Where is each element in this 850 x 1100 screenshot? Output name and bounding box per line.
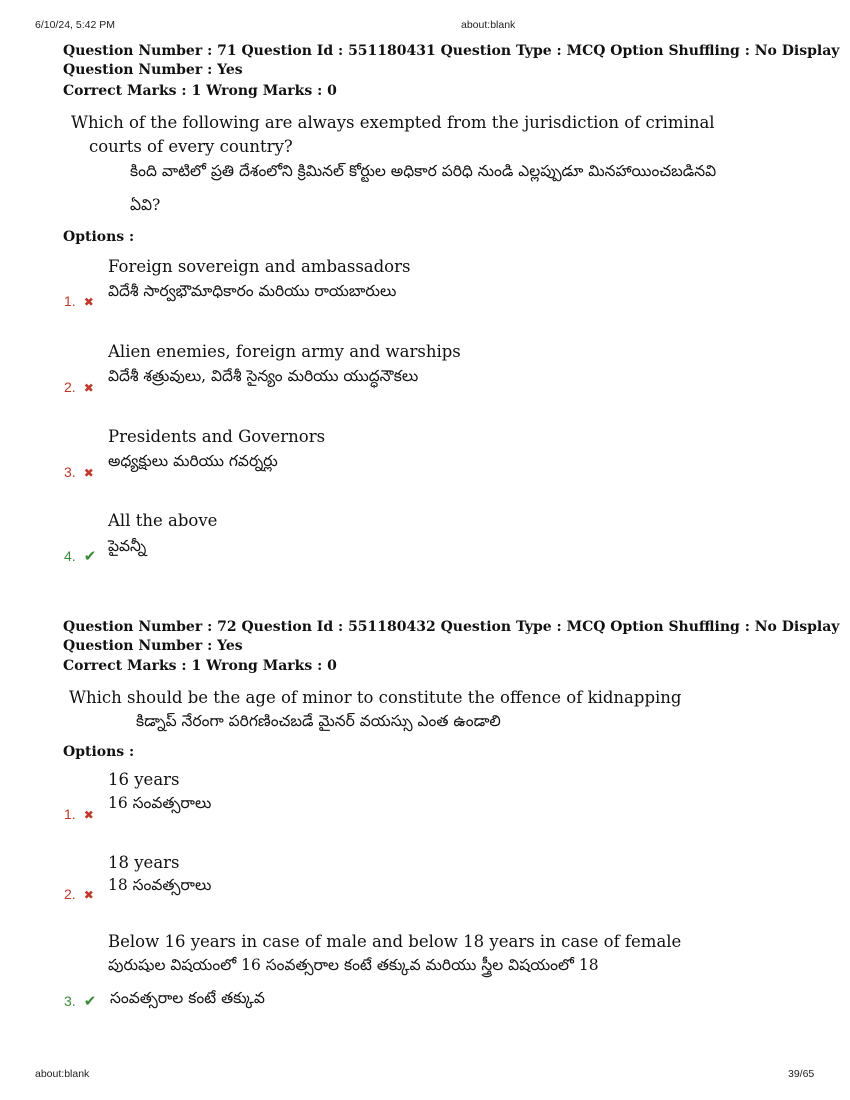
question-meta-line2: Question Number : Yes: [63, 638, 243, 654]
cross-icon: ✖: [83, 888, 94, 902]
option-text-te: విదేశీ శత్రువులు, విదేశీ సైన్యం మరియు యుద్ధనౌకలు: [108, 367, 419, 385]
option-marker: [64, 886, 94, 902]
print-title: about:blank: [461, 19, 516, 31]
question-text-te: కింది వాటిలో ప్రతి దేశంలోని క్రిమినల్ కోర్టుల అధికార పరిధి నుండి ఎల్లప్పుడూ మినహాయించబడినవి: [130, 162, 717, 180]
option-number: 1.: [64, 293, 76, 309]
options-label: Options :: [63, 744, 135, 760]
option-text-en: Foreign sovereign and ambassadors: [108, 257, 411, 276]
question-text-te: కిడ్నాప్ నేరంగా పరిగణించబడే మైనర్ వయస్సు ఎంత ఉండాలి: [136, 712, 501, 730]
question-marks: Correct Marks : 1 Wrong Marks : 0: [63, 658, 337, 674]
option-text-te: పురుషుల విషయంలో 16 సంవత్సరాల కంటే తక్కువ మరియు స్త్రీల విషయంలో 18: [108, 956, 599, 974]
option-text-en: All the above: [108, 511, 218, 530]
option-text-en: Below 16 years in case of male and below 18 years in case of female: [108, 932, 682, 951]
option-marker: [64, 464, 94, 480]
option-number: 1.: [64, 806, 76, 822]
option-text-te: పైవన్నీ: [108, 537, 147, 555]
option-text-te: 18 సంవత్సరాలు: [108, 876, 212, 894]
option-number: 2.: [64, 886, 76, 902]
cross-icon: ✖: [83, 466, 94, 480]
option-text-te-cont: సంవత్సరాల కంటే తక్కువ: [110, 989, 265, 1007]
check-icon: ✔: [83, 548, 97, 565]
option-marker: [64, 379, 94, 395]
option-number: 3.: [64, 993, 76, 1009]
option-marker: [64, 293, 94, 309]
option-text-te: అధ్యక్షులు మరియు గవర్నర్లు: [108, 452, 278, 470]
option-number: 4.: [64, 548, 76, 564]
print-footer-url: about:blank: [35, 1068, 90, 1080]
option-number: 3.: [64, 464, 76, 480]
question-meta-line1: Question Number : 72 Question Id : 551180432 Question Type : MCQ Option Shuffling : No Display: [63, 619, 840, 635]
question-marks: Correct Marks : 1 Wrong Marks : 0: [63, 83, 337, 99]
option-text-en: 16 years: [108, 770, 180, 789]
option-text-te: 16 సంవత్సరాలు: [108, 794, 212, 812]
option-text-te: విదేశీ సార్వభౌమాధికారం మరియు రాయబారులు: [108, 282, 397, 300]
question-meta-line1: Question Number : 71 Question Id : 551180431 Question Type : MCQ Option Shuffling : No Display: [63, 43, 840, 59]
print-datetime: 6/10/24, 5:42 PM: [35, 19, 115, 31]
option-text-en: Alien enemies, foreign army and warships: [108, 342, 461, 361]
option-number: 2.: [64, 379, 76, 395]
question-meta: [63, 618, 839, 656]
cross-icon: ✖: [83, 295, 94, 309]
cross-icon: ✖: [83, 381, 94, 395]
question-meta-line2: Question Number : Yes: [63, 62, 243, 78]
question-text-en: Which of the following are always exempted from the jurisdiction of criminal: [71, 113, 715, 132]
options-label: Options :: [63, 229, 135, 245]
question-text-en: Which should be the age of minor to constitute the offence of kidnapping: [69, 688, 682, 707]
question-meta: [63, 42, 839, 80]
check-icon: ✔: [83, 993, 97, 1010]
option-marker: [64, 547, 96, 565]
option-text-en: 18 years: [108, 853, 180, 872]
question-text-en-cont: courts of every country?: [89, 137, 293, 156]
option-marker: [64, 992, 96, 1010]
option-marker: [64, 806, 94, 822]
question-text-te-cont: ఏవి?: [130, 196, 161, 214]
option-text-en: Presidents and Governors: [108, 427, 326, 446]
page-number: 39/65: [788, 1068, 815, 1080]
cross-icon: ✖: [83, 808, 94, 822]
